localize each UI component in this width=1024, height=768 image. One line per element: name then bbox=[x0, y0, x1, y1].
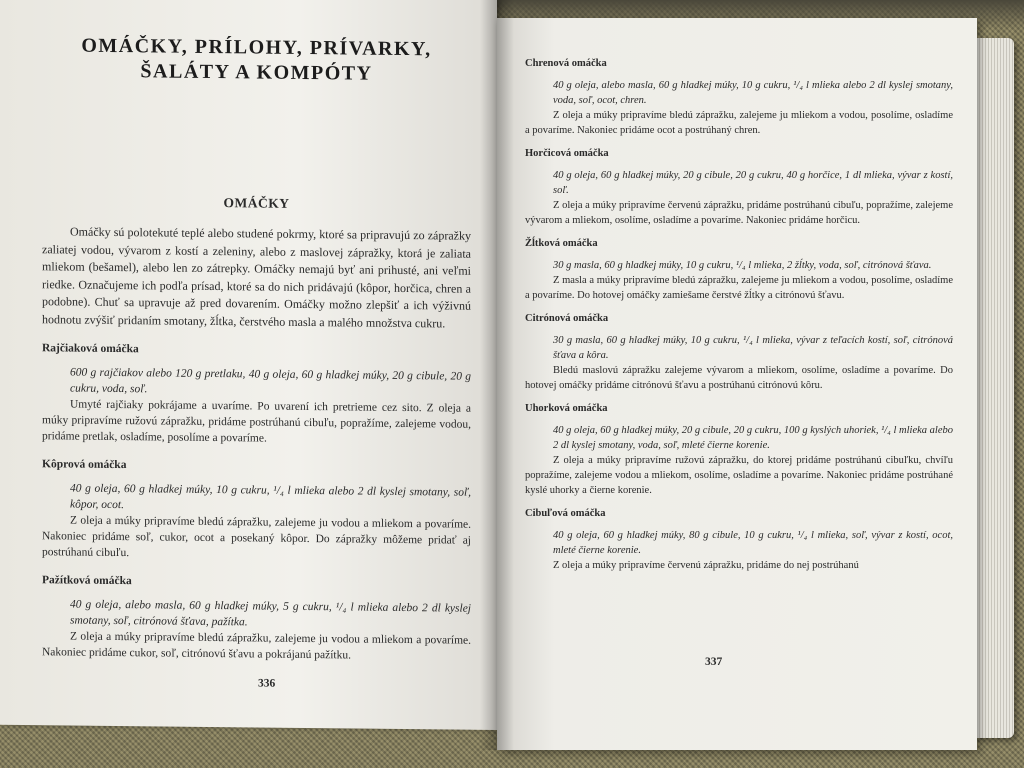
recipe-ingredients: 600 g rajčiakov alebo 120 g pretlaku, 40 g oleja, 60 g hladkej múky, 20 g cibule, 20 g cukru, voda, soľ. bbox=[70, 366, 471, 396]
recipe-ingredients: 40 g oleja, 60 g hladkej múky, 80 g cibule, 10 g cukru, ¹/₄ l mlieka, soľ, vývar z kostí, ocot, mleté čierne korenie. bbox=[553, 530, 953, 556]
recipe-ingredients: 40 g oleja, 60 g hladkej múky, 20 g cibule, 20 g cukru, 40 g horčice, 1 dl mlieka, vývar z kostí, soľ. bbox=[553, 170, 953, 196]
recipe-zltkova bbox=[525, 238, 953, 303]
recipe-method: Bledú maslovú zápražku zalejeme vývarom a mliekom, osolíme, osladíme a povaríme. Do hotovej omáčky pridáme citrónovú šťavu a postrúhanú citrónovú kôru. bbox=[525, 365, 953, 391]
recipe-method: Z masla a múky pripravíme bledú zápražku, zalejeme ju mliekom a vodou, posolíme, osladíme a povaríme. Do hotovej omáčky zamiešame čerstvé žĺtky a citrónovú šťavu. bbox=[525, 275, 953, 301]
recipe-title: Žĺtková omáčka bbox=[525, 238, 598, 249]
recipe-title: Kôprová omáčka bbox=[42, 458, 127, 472]
recipe-method: Z oleja a múky pripravíme ružovú zápražku, do ktorej pridáme postrúhanú cibuľku, chvíľu popražíme, zalejeme vodou a mliekom, osolíme, osladíme a povaríme. Nakoniec pridáme postrúhané kyslé uhorky a čierne korenie. bbox=[525, 455, 953, 496]
recipe-ingredients: 40 g oleja, 60 g hladkej múky, 20 g cibule, 20 g cukru, 100 g kyslých uhoriek, ¹/₄ l mlieka alebo 2 dl kyslej smotany, voda, soľ, mleté čierne korenie. bbox=[553, 425, 953, 451]
intro-paragraph: Omáčky sú polotekuté teplé alebo studené pokrmy, ktoré sa pripravujú zo zápražky zaliatej vodou, vývarom z kostí a zeleniny, alebo z maslovej zápražky, ktorá je zaliata mliekom (bešamel), alebo len zo zátrepky. Omáčky nemajú byť ani prihusté, ani veľmi riedke. Označujeme ich podľa prísad, ktoré sa do nich pridávajú (kôpor, horčica, chren a podobne). Chuť sa upravuje až pred dovarením. Omáčky možno zlepšiť a ich výživnú hodnotu zvýšiť pridaním smotany, žĺtka, čerstvého masla a malého množstva cukru. bbox=[42, 224, 471, 330]
recipe-pazitkova bbox=[42, 574, 471, 664]
recipe-ingredients: 30 g masla, 60 g hladkej múky, 10 g cukru, ¹/₄ l mlieka, 2 žĺtky, voda, soľ, citrónová šťava. bbox=[553, 260, 932, 271]
left-page bbox=[0, 0, 497, 730]
recipe-method: Z oleja a múky pripravíme bledú zápražku, zalejeme ju mliekom a vodou, posolíme, osladíme a povaríme. Nakoniec pridáme ocot a postrúhaný chren. bbox=[525, 110, 953, 136]
recipe-citronova bbox=[525, 313, 953, 393]
recipe-title: Chrenová omáčka bbox=[525, 58, 607, 69]
recipe-method: Umyté rajčiaky pokrájame a uvaríme. Po uvarení ich pretrieme cez sito. Z oleja a múky pripravíme ružovú zápražku, pridáme postrúhanú cibuľu, popražíme, zalejeme vodou, pridáme pretlak, osladíme, posolíme a povaríme. bbox=[42, 398, 471, 445]
chapter-title: OMÁČKY, PRÍLOHY, PRÍVARKY, ŠALÁTY A KOMPÓTY bbox=[81, 34, 432, 85]
page-number: 337 bbox=[705, 656, 723, 668]
recipe-method: Z oleja a múky pripravíme červenú zápražku, pridáme postrúhanú cibuľu, popražíme, zalejeme vývarom a mliekom, osolíme, osladíme a povaríme. Nakoniec pridáme horčicu. bbox=[525, 200, 953, 226]
recipe-method: Z oleja a múky pripravíme bledú zápražku, zalejeme ju vodou a mliekom a povaríme. Nakoniec pridáme cukor, soľ, citrónovú šťavu a pokrájanú pažítku. bbox=[42, 630, 471, 662]
recipe-ingredients: 40 g oleja, alebo masla, 60 g hladkej múky, 5 g cukru, ¹/₄ l mlieka alebo 2 dl kyslej smotany, soľ, citrónová šťava, pažítka. bbox=[70, 598, 471, 629]
recipe-cibulova bbox=[525, 508, 953, 573]
recipe-ingredients: 30 g masla, 60 g hladkej múky, 10 g cukru, ¹/₄ l mlieka, vývar z teľacích kostí, soľ, citrónová šťava a kôra. bbox=[553, 335, 953, 361]
recipe-title: Cibuľová omáčka bbox=[525, 508, 606, 519]
recipe-rajciakova bbox=[42, 342, 471, 448]
section-title: OMÁČKY bbox=[223, 195, 290, 211]
recipe-title: Citrónová omáčka bbox=[525, 313, 609, 324]
recipe-chrenova bbox=[525, 58, 953, 138]
recipe-method: Z oleja a múky pripravíme červenú zápražku, pridáme do nej postrúhanú bbox=[553, 560, 859, 571]
page-number: 336 bbox=[258, 677, 276, 690]
recipe-horcicova bbox=[525, 148, 953, 228]
recipe-title: Uhorková omáčka bbox=[525, 403, 608, 414]
recipe-ingredients: 40 g oleja, 60 g hladkej múky, 10 g cukru, ¹/₄ l mlieka alebo 2 dl kyslej smotany, soľ, kôpor, ocot. bbox=[70, 482, 471, 512]
recipe-title: Rajčiaková omáčka bbox=[42, 342, 139, 356]
recipe-title: Pažítková omáčka bbox=[42, 574, 132, 588]
recipe-koprova bbox=[42, 458, 471, 564]
right-page bbox=[497, 18, 977, 750]
recipe-method: Z oleja a múky pripravíme bledú zápražku, zalejeme ju vodou a mliekom a povaríme. Nakoniec pridáme soľ, cukor, ocot a posekaný kôpor. Do zápražky môžeme pridať aj postrúhanú cibuľu. bbox=[42, 514, 471, 560]
page-stack-edges bbox=[974, 38, 1014, 738]
recipe-title: Horčicová omáčka bbox=[525, 148, 609, 159]
recipe-uhorkova bbox=[525, 403, 953, 498]
recipe-ingredients: 40 g oleja, alebo masla, 60 g hladkej múky, 10 g cukru, ¹/₄ l mlieka alebo 2 dl kyslej smotany, voda, soľ, ocot, chren. bbox=[553, 80, 953, 106]
